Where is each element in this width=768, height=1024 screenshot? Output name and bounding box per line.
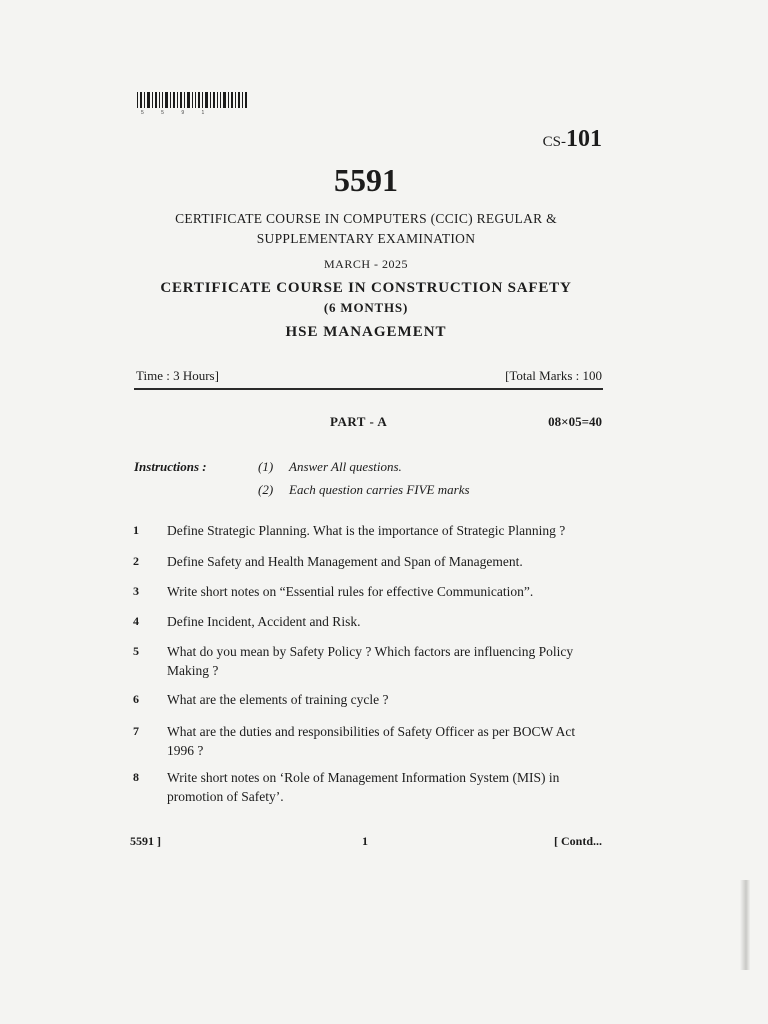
question-number: 7 bbox=[133, 724, 139, 738]
question-number: 8 bbox=[133, 770, 139, 784]
question-item bbox=[133, 690, 603, 709]
question-text: What are the duties and responsibilities of Safety Officer as per BOCW Act 1996 ? bbox=[167, 724, 576, 758]
header-rule bbox=[134, 388, 603, 390]
exam-title-line-2: SUPPLEMENTARY EXAMINATION bbox=[256, 231, 476, 246]
instruction-item bbox=[258, 459, 402, 475]
exam-session: MARCH - 2025 bbox=[323, 257, 408, 271]
question-text: Write short notes on ‘Role of Management Information System (MIS) in promotion of Safety’. bbox=[167, 770, 560, 804]
time-allowed: Time : 3 Hours] bbox=[136, 368, 219, 383]
question-number: 5 bbox=[133, 644, 139, 658]
footer-continued: [ Contd... bbox=[553, 834, 602, 848]
question-item bbox=[133, 722, 603, 760]
question-text: Define Incident, Accident and Risk. bbox=[167, 614, 361, 629]
paper-code bbox=[543, 126, 602, 153]
subject-title: HSE MANAGEMENT bbox=[285, 324, 447, 340]
question-item bbox=[133, 552, 603, 571]
page-edge-shadow bbox=[740, 880, 750, 970]
instruction-number: (2) bbox=[258, 482, 274, 497]
question-item bbox=[133, 768, 603, 806]
question-text: Define Safety and Health Management and Span of Management. bbox=[167, 554, 523, 569]
question-number: 1 bbox=[133, 523, 139, 537]
paper-code-prefix: CS- bbox=[542, 134, 566, 150]
instruction-number: (1) bbox=[258, 459, 274, 474]
question-item bbox=[133, 642, 603, 680]
course-title-line-1: CERTIFICATE COURSE IN CONSTRUCTION SAFETY bbox=[160, 280, 572, 296]
paper-number: 5591 bbox=[334, 162, 398, 198]
question-number: 3 bbox=[133, 584, 139, 598]
question-number: 6 bbox=[133, 692, 139, 706]
course-title-line-2: (6 MONTHS) bbox=[323, 300, 409, 315]
footer-page-number: 1 bbox=[362, 834, 368, 848]
part-marks: 08×05=40 bbox=[548, 414, 602, 429]
instruction-text: Each question carries FIVE marks bbox=[289, 482, 470, 497]
total-marks: [Total Marks : 100 bbox=[505, 368, 602, 383]
barcode-digits: 5 5 9 1 bbox=[141, 110, 213, 116]
question-item bbox=[133, 582, 603, 601]
exam-title-line-1: CERTIFICATE COURSE IN COMPUTERS (CCIC) REGULAR & bbox=[175, 211, 557, 226]
question-text: What do you mean by Safety Policy ? Which factors are influencing Policy Making ? bbox=[167, 644, 574, 678]
paper-code-number: 101 bbox=[566, 126, 602, 152]
question-text: Write short notes on “Essential rules for effective Communication”. bbox=[167, 584, 534, 599]
question-text: What are the elements of training cycle ? bbox=[167, 692, 389, 707]
instruction-text: Answer All questions. bbox=[289, 459, 402, 474]
question-item bbox=[133, 612, 603, 631]
instructions-label: Instructions : bbox=[134, 459, 207, 474]
question-number: 2 bbox=[133, 554, 139, 568]
part-label: PART - A bbox=[330, 414, 388, 429]
question-item bbox=[133, 521, 603, 540]
instruction-item bbox=[258, 482, 470, 498]
question-number: 4 bbox=[133, 614, 139, 628]
question-text: Define Strategic Planning. What is the importance of Strategic Planning ? bbox=[167, 523, 566, 538]
footer-paper-number: 5591 ] bbox=[130, 834, 161, 848]
